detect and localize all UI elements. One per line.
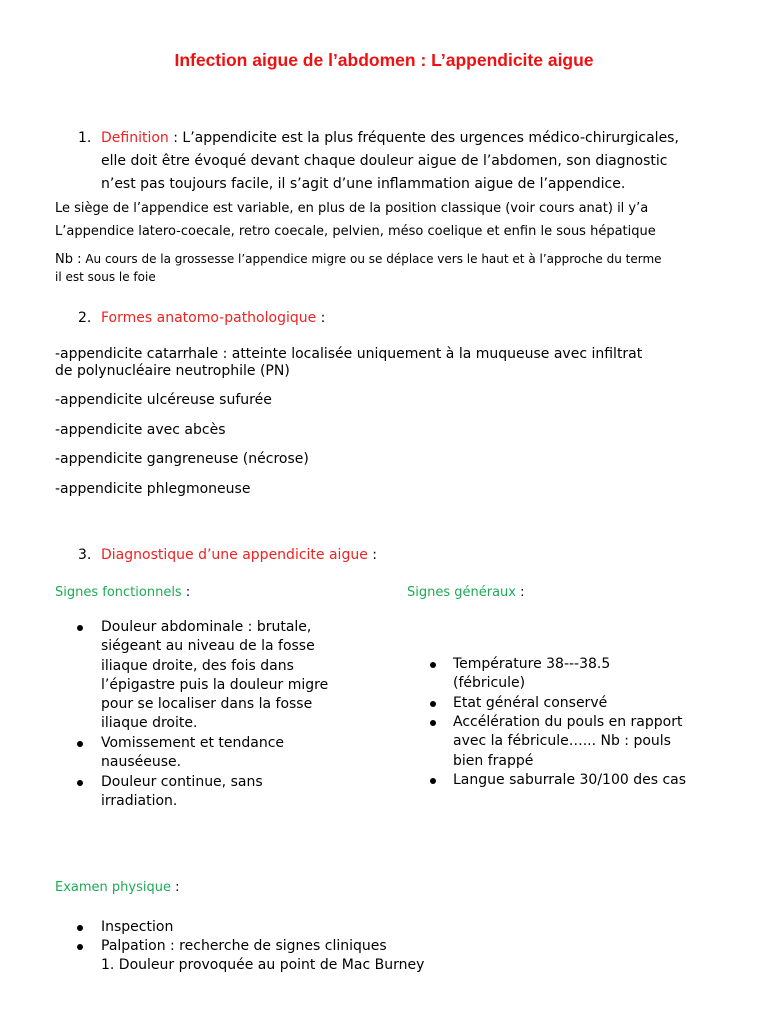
page-title: Infection aigue de l’abdomen : L’appendicite aigue — [174, 50, 594, 70]
bullet-icon — [77, 925, 83, 931]
definition-line-1: Definition : L’appendicite est la plus fréquente des urgences médico-chirurgicales, — [101, 130, 679, 146]
list-item: Inspection — [101, 919, 174, 935]
bullet-icon — [77, 625, 83, 631]
paragraph-line: L’appendice latero-coecale, retro coecale, pelvien, méso coelique et enfin le sous hépatique — [55, 224, 656, 239]
nb-note: Nb : Au cours de la grossesse l’appendice migre ou se déplace vers le haut et à l’approche du terme — [55, 252, 662, 267]
section-heading: Formes anatomo-pathologique — [101, 310, 317, 326]
form-item: -appendicite gangreneuse (nécrose) — [55, 451, 309, 467]
bullet-icon — [430, 662, 436, 668]
nb-label: Nb : — [55, 252, 82, 267]
section-heading-line: Formes anatomo-pathologique : — [101, 310, 326, 326]
examen-heading-line: Examen physique : — [55, 880, 180, 895]
subheading: Signes généraux — [407, 585, 516, 600]
sub-list-item: 1. Douleur provoquée au point de Mac Burney — [101, 957, 425, 973]
form-item: -appendicite catarrhale : atteinte localisée uniquement à la muqueuse avec infiltrat — [55, 346, 643, 362]
list-item: Douleur abdominale : brutale, siégeant au niveau de la fosse iliaque droite, des fois dans l’épigastre puis la douleur migre pour se localiser dans la fosse iliaque droite. — [101, 619, 329, 732]
section-heading-line: Diagnostique d’une appendicite aigue : — [101, 547, 377, 563]
bullet-icon — [77, 944, 83, 950]
paragraph-line: Le siège de l’appendice est variable, en plus de la position classique (voir cours anat) il y’a — [55, 201, 649, 216]
section-heading: Diagnostique d’une appendicite aigue — [101, 547, 368, 563]
section-heading: Definition — [101, 130, 169, 146]
bullet-icon — [77, 741, 83, 747]
form-item: -appendicite phlegmoneuse — [55, 481, 251, 497]
list-item: Etat général conservé — [453, 695, 608, 711]
fonctionnels-heading-line: Signes fonctionnels : — [55, 585, 191, 600]
generaux-heading-line: Signes généraux : — [407, 585, 525, 600]
section-number: 2. — [78, 310, 92, 326]
bullet-icon — [430, 720, 436, 726]
list-item: Température 38---38.5 (fébricule) — [453, 656, 611, 692]
list-item: Palpation : recherche de signes cliniques — [101, 938, 387, 954]
bullet-icon — [77, 780, 83, 786]
definition-line-3: n’est pas toujours facile, il s’agit d’une inflammation aigue de l’appendice. — [101, 176, 626, 192]
list-item: Accélération du pouls en rapport avec la fébricule…... Nb : pouls bien frappé — [453, 714, 683, 769]
list-item: Douleur continue, sans irradiation. — [101, 774, 263, 810]
form-item: -appendicite ulcéreuse sufurée — [55, 392, 272, 408]
section-number: 3. — [78, 547, 92, 563]
subheading: Signes fonctionnels — [55, 585, 182, 600]
form-item: de polynucléaire neutrophile (PN) — [55, 363, 290, 379]
bullet-icon — [430, 701, 436, 707]
definition-line-2: elle doit être évoqué devant chaque douleur aigue de l’abdomen, son diagnostic — [101, 153, 668, 169]
subheading: Examen physique — [55, 880, 171, 895]
list-item: Vomissement et tendance nauséeuse. — [101, 735, 285, 771]
bullet-icon — [430, 778, 436, 784]
form-item: -appendicite avec abcès — [55, 422, 226, 438]
list-item: Langue saburrale 30/100 des cas — [453, 772, 687, 788]
section-number: 1. — [78, 130, 92, 146]
nb-note-line-2: il est sous le foie — [55, 270, 156, 284]
